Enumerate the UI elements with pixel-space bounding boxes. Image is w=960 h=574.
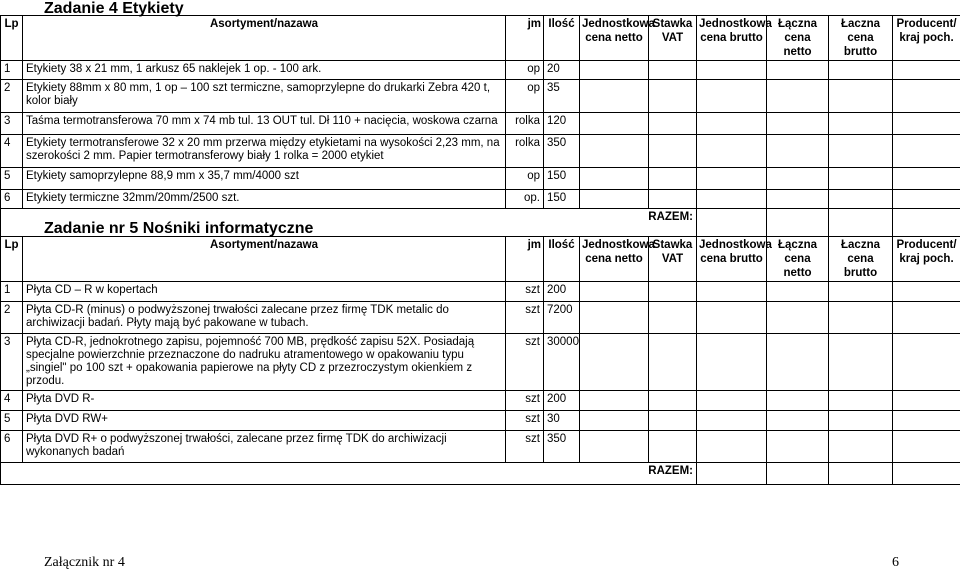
col-jednostkowa-netto-header: Jednostkowa cena netto (580, 16, 649, 61)
col-jednostkowa-netto-header: Jednostkowa cena netto (580, 237, 649, 282)
row-laczna-brutto-cell[interactable] (829, 168, 893, 190)
row-jednostkowa-brutto-cell[interactable] (697, 135, 767, 168)
row-producent-cell[interactable] (893, 411, 960, 431)
table-row (1, 80, 960, 113)
row-stawka-vat-cell[interactable] (649, 80, 697, 113)
row-jednostkowa-netto-cell[interactable] (580, 411, 649, 431)
razem-row (1, 463, 960, 485)
row-lp-cell: 5 (1, 168, 23, 190)
row-lp-cell: 2 (1, 302, 23, 334)
col-jednostkowa-brutto-header: Jednostkowa cena brutto (697, 237, 767, 282)
row-laczna-brutto-cell[interactable] (829, 190, 893, 209)
col-asortyment-header: Asortyment/nazawa (23, 237, 506, 282)
row-qty-cell: 30000 (544, 334, 580, 391)
row-laczna-brutto-cell[interactable] (829, 113, 893, 135)
row-name-cell: Etykiety termotransferowe 32 x 20 mm przerwa między etykietami na wysokości 2,23 mm, na szerokości 2 mm. Papier termotransferowy biały 1 rolka = 2000 etykiet (23, 135, 506, 168)
row-name-cell: Etykiety 88mm x 80 mm, 1 op – 100 szt termiczne, samoprzylepne do drukarki Zebra 420 t, kolor biały (23, 80, 506, 113)
row-stawka-vat-cell[interactable] (649, 411, 697, 431)
row-producent-cell[interactable] (893, 190, 960, 209)
col-laczna-brutto-header: Łaczna cena brutto (829, 16, 893, 61)
row-lp-cell: 2 (1, 80, 23, 113)
row-jednostkowa-netto-cell[interactable] (580, 302, 649, 334)
row-laczna-netto-cell[interactable] (767, 391, 829, 411)
row-qty-cell: 350 (544, 135, 580, 168)
row-name-cell: Płyta CD-R, jednokrotnego zapisu, pojemność 700 MB, prędkość zapisu 52X. Posiadają specjalne powierzchnie przeznaczone do nadruku atramentowego w opakowaniu typu „singiel" po 100 szt + opakowania papierowe na płyty CD z przezroczystym okienkiem z przodu. (23, 334, 506, 391)
row-laczna-brutto-cell[interactable] (829, 61, 893, 80)
col-ilosc-header: Ilość (544, 237, 580, 282)
header-row (1, 237, 960, 282)
row-jednostkowa-netto-cell[interactable] (580, 190, 649, 209)
row-lp-cell: 1 (1, 282, 23, 302)
row-jednostkowa-netto-cell[interactable] (580, 282, 649, 302)
row-producent-cell[interactable] (893, 61, 960, 80)
col-jm-header: jm (506, 16, 544, 61)
row-producent-cell[interactable] (893, 334, 960, 391)
row-name-cell: Etykiety samoprzylepne 88,9 mm x 35,7 mm/4000 szt (23, 168, 506, 190)
row-lp-cell: 4 (1, 135, 23, 168)
row-jm-cell: op. (506, 190, 544, 209)
row-qty-cell: 200 (544, 391, 580, 411)
table-row (1, 113, 960, 135)
row-name-cell: Płyta CD – R w kopertach (23, 282, 506, 302)
row-jm-cell: szt (506, 302, 544, 334)
row-jednostkowa-netto-cell[interactable] (580, 334, 649, 391)
razem-label: RAZEM: (1, 463, 697, 485)
table-row (1, 190, 960, 209)
razem-laczna-netto-cell[interactable] (767, 463, 829, 485)
row-jednostkowa-brutto-cell[interactable] (697, 334, 767, 391)
row-producent-cell[interactable] (893, 391, 960, 411)
row-producent-cell[interactable] (893, 431, 960, 463)
row-lp-cell: 6 (1, 190, 23, 209)
row-qty-cell: 150 (544, 168, 580, 190)
row-laczna-netto-cell[interactable] (767, 168, 829, 190)
razem-jednostkowa-brutto-cell[interactable] (697, 209, 767, 237)
row-jednostkowa-netto-cell[interactable] (580, 61, 649, 80)
razem-jednostkowa-brutto-cell[interactable] (697, 463, 767, 485)
row-jednostkowa-brutto-cell[interactable] (697, 113, 767, 135)
row-qty-cell: 200 (544, 282, 580, 302)
row-lp-cell: 3 (1, 334, 23, 391)
table-row (1, 391, 960, 411)
row-jm-cell: op (506, 80, 544, 113)
razem-producent-cell[interactable] (893, 209, 960, 237)
col-stawka-vat-header: Stawka VAT (649, 237, 697, 282)
row-jednostkowa-netto-cell[interactable] (580, 431, 649, 463)
col-laczna-brutto-header: Łaczna cena brutto (829, 237, 893, 282)
row-stawka-vat-cell[interactable] (649, 135, 697, 168)
row-jm-cell: op (506, 168, 544, 190)
row-laczna-brutto-cell[interactable] (829, 411, 893, 431)
razem-label: RAZEM: (1, 209, 697, 237)
row-producent-cell[interactable] (893, 113, 960, 135)
row-lp-cell: 6 (1, 431, 23, 463)
row-jm-cell: szt (506, 411, 544, 431)
row-producent-cell[interactable] (893, 282, 960, 302)
row-producent-cell[interactable] (893, 168, 960, 190)
row-jednostkowa-brutto-cell[interactable] (697, 391, 767, 411)
row-laczna-brutto-cell[interactable] (829, 334, 893, 391)
row-laczna-brutto-cell[interactable] (829, 80, 893, 113)
table-row (1, 431, 960, 463)
row-laczna-netto-cell[interactable] (767, 334, 829, 391)
row-jm-cell: szt (506, 431, 544, 463)
row-name-cell: Płyta CD-R (minus) o podwyższonej trwałości zalecane przez firmę TDK metalic do archiwizacji badań. Płyty mają być pakowane w tubach. (23, 302, 506, 334)
row-stawka-vat-cell[interactable] (649, 168, 697, 190)
col-stawka-vat-header: Stawka VAT (649, 16, 697, 61)
row-qty-cell: 120 (544, 113, 580, 135)
col-producent-header: Producent/ kraj poch. (893, 237, 960, 282)
col-laczna-netto-header: Łączna cena netto (767, 16, 829, 61)
row-name-cell: Płyta DVD R- (23, 391, 506, 411)
row-name-cell: Płyta DVD RW+ (23, 411, 506, 431)
table-row (1, 282, 960, 302)
col-ilosc-header: Ilość (544, 16, 580, 61)
row-jednostkowa-brutto-cell[interactable] (697, 61, 767, 80)
row-qty-cell: 150 (544, 190, 580, 209)
row-laczna-netto-cell[interactable] (767, 190, 829, 209)
row-stawka-vat-cell[interactable] (649, 391, 697, 411)
row-laczna-netto-cell[interactable] (767, 80, 829, 113)
table-row (1, 411, 960, 431)
row-stawka-vat-cell[interactable] (649, 190, 697, 209)
col-producent-header: Producent/ kraj poch. (893, 16, 960, 61)
row-qty-cell: 20 (544, 61, 580, 80)
footer-attachment-label: Załącznik nr 4 (44, 555, 125, 570)
row-qty-cell: 30 (544, 411, 580, 431)
row-laczna-brutto-cell[interactable] (829, 282, 893, 302)
row-laczna-netto-cell[interactable] (767, 431, 829, 463)
row-producent-cell[interactable] (893, 135, 960, 168)
section2-title: Zadanie nr 5 Nośniki informatyczne (44, 220, 314, 237)
row-name-cell: Taśma termotransferowa 70 mm x 74 mb tul. 13 OUT tul. Dł 110 + nacięcia, woskowa czarna (23, 113, 506, 135)
row-jm-cell: szt (506, 282, 544, 302)
row-jednostkowa-brutto-cell[interactable] (697, 411, 767, 431)
col-jednostkowa-brutto-header: Jednostkowa cena brutto (697, 16, 767, 61)
row-jm-cell: szt (506, 334, 544, 391)
row-producent-cell[interactable] (893, 80, 960, 113)
razem-producent-cell[interactable] (893, 463, 960, 485)
row-jednostkowa-brutto-cell[interactable] (697, 168, 767, 190)
row-stawka-vat-cell[interactable] (649, 431, 697, 463)
row-jm-cell: op (506, 61, 544, 80)
row-jednostkowa-brutto-cell[interactable] (697, 80, 767, 113)
nosniki-table (0, 236, 960, 485)
row-stawka-vat-cell[interactable] (649, 61, 697, 80)
row-laczna-netto-cell[interactable] (767, 61, 829, 80)
row-name-cell: Płyta DVD R+ o podwyższonej trwałości, zalecane przez firmę TDK do archiwizacji wykonanych badań (23, 431, 506, 463)
row-laczna-netto-cell[interactable] (767, 302, 829, 334)
table-row (1, 334, 960, 391)
row-jednostkowa-netto-cell[interactable] (580, 113, 649, 135)
row-name-cell: Etykiety 38 x 21 mm, 1 arkusz 65 naklejek 1 op. - 100 ark. (23, 61, 506, 80)
table-row (1, 135, 960, 168)
row-laczna-brutto-cell[interactable] (829, 302, 893, 334)
col-lp-header: Lp (1, 16, 23, 61)
row-stawka-vat-cell[interactable] (649, 282, 697, 302)
row-laczna-netto-cell[interactable] (767, 135, 829, 168)
row-jednostkowa-netto-cell[interactable] (580, 391, 649, 411)
row-producent-cell[interactable] (893, 302, 960, 334)
table-row (1, 302, 960, 334)
row-laczna-brutto-cell[interactable] (829, 391, 893, 411)
table-row (1, 61, 960, 80)
row-jednostkowa-netto-cell[interactable] (580, 135, 649, 168)
col-asortyment-header: Asortyment/nazawa (23, 16, 506, 61)
row-jednostkowa-brutto-cell[interactable] (697, 431, 767, 463)
row-stawka-vat-cell[interactable] (649, 334, 697, 391)
col-laczna-netto-header: Łączna cena netto (767, 237, 829, 282)
col-lp-header: Lp (1, 237, 23, 282)
row-laczna-brutto-cell[interactable] (829, 431, 893, 463)
row-qty-cell: 7200 (544, 302, 580, 334)
etykiety-table (0, 15, 960, 237)
row-jm-cell: rolka (506, 113, 544, 135)
row-laczna-netto-cell[interactable] (767, 282, 829, 302)
row-jm-cell: szt (506, 391, 544, 411)
table-row (1, 168, 960, 190)
razem-laczna-brutto-cell[interactable] (829, 209, 893, 237)
row-jednostkowa-netto-cell[interactable] (580, 80, 649, 113)
row-qty-cell: 35 (544, 80, 580, 113)
row-qty-cell: 350 (544, 431, 580, 463)
header-row (1, 16, 960, 61)
row-jm-cell: rolka (506, 135, 544, 168)
row-laczna-netto-cell[interactable] (767, 113, 829, 135)
row-lp-cell: 5 (1, 411, 23, 431)
row-lp-cell: 1 (1, 61, 23, 80)
row-lp-cell: 3 (1, 113, 23, 135)
row-jednostkowa-netto-cell[interactable] (580, 168, 649, 190)
row-stawka-vat-cell[interactable] (649, 113, 697, 135)
col-jm-header: jm (506, 237, 544, 282)
razem-laczna-netto-cell[interactable] (767, 209, 829, 237)
row-laczna-netto-cell[interactable] (767, 411, 829, 431)
row-laczna-brutto-cell[interactable] (829, 135, 893, 168)
row-stawka-vat-cell[interactable] (649, 302, 697, 334)
section1-title: Zadanie 4 Etykiety (44, 0, 184, 17)
row-jednostkowa-brutto-cell[interactable] (697, 282, 767, 302)
row-jednostkowa-brutto-cell[interactable] (697, 190, 767, 209)
footer-page-number: 6 (892, 555, 899, 570)
row-jednostkowa-brutto-cell[interactable] (697, 302, 767, 334)
razem-laczna-brutto-cell[interactable] (829, 463, 893, 485)
row-lp-cell: 4 (1, 391, 23, 411)
row-name-cell: Etykiety termiczne 32mm/20mm/2500 szt. (23, 190, 506, 209)
